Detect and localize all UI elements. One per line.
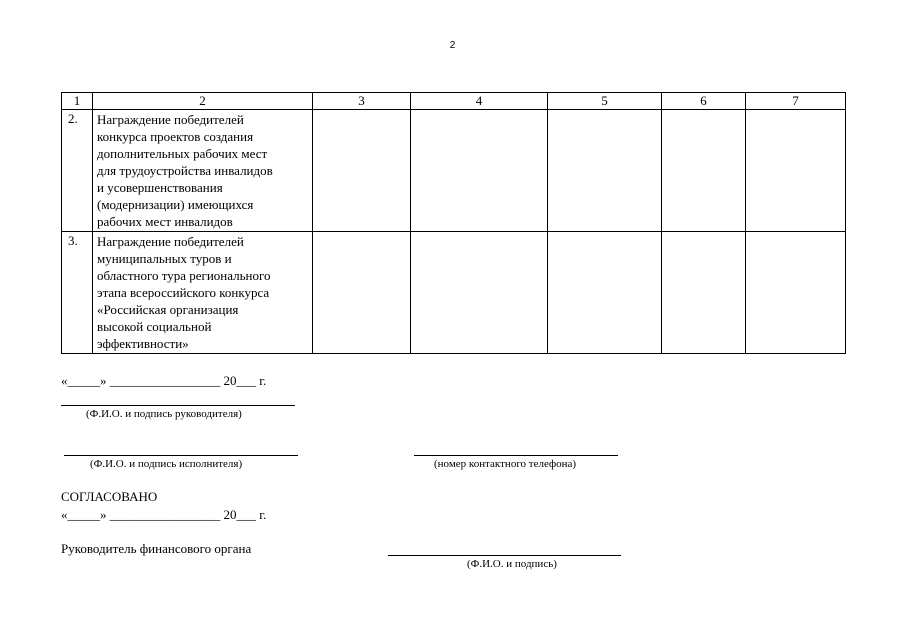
- description-line: эффективности»: [97, 336, 189, 351]
- table-header-row: [62, 93, 846, 110]
- finance-head-label: Руководитель финансового органа: [61, 541, 252, 556]
- row-number: 2.: [62, 110, 93, 232]
- column-header: 1: [62, 93, 93, 110]
- description-line: дополнительных рабочих мест: [97, 146, 268, 161]
- column-header: 7: [746, 93, 846, 110]
- finance-signature-caption: (Ф.И.О. и подпись): [467, 558, 557, 570]
- column-header: 5: [548, 93, 662, 110]
- description-line: и усовершенствования: [97, 180, 223, 195]
- empty-cell: [313, 232, 411, 354]
- description-line: для трудоустройства инвалидов: [97, 163, 273, 178]
- description-line: этапа всероссийского конкурса: [97, 285, 270, 300]
- column-header: 4: [411, 93, 548, 110]
- executor-signature-caption: (Ф.И.О. и подпись исполнителя): [90, 458, 243, 470]
- empty-cell: [746, 232, 846, 354]
- table-row: [62, 232, 846, 354]
- empty-cell: [662, 110, 746, 232]
- empty-cell: [746, 110, 846, 232]
- column-header: 2: [93, 93, 313, 110]
- empty-cell: [662, 232, 746, 354]
- description-line: конкурса проектов создания: [97, 129, 254, 144]
- row-description: [93, 110, 313, 232]
- description-line: (модернизации) имеющихся: [97, 197, 254, 212]
- executor-signature-line: [64, 455, 298, 456]
- empty-cell: [548, 232, 662, 354]
- description-line: рабочих мест инвалидов: [97, 214, 233, 229]
- row-number: 3.: [62, 232, 93, 354]
- approved-label: СОГЛАСОВАНО: [61, 489, 158, 504]
- table-row: [62, 110, 846, 232]
- column-header: 3: [313, 93, 411, 110]
- description-line: муниципальных туров и: [97, 251, 232, 266]
- page-number: 2: [449, 40, 456, 51]
- report-table: [61, 92, 846, 354]
- description-line: «Российская организация: [97, 302, 239, 317]
- empty-cell: [411, 232, 548, 354]
- description-line: Награждение победителей: [97, 234, 244, 249]
- phone-caption: (номер контактного телефона): [434, 458, 577, 470]
- finance-signature-line: [388, 555, 621, 556]
- description-line: областного тура регионального: [97, 268, 271, 283]
- description-line: высокой социальной: [97, 319, 212, 334]
- column-header: 6: [662, 93, 746, 110]
- description-line: Награждение победителей: [97, 112, 244, 127]
- empty-cell: [548, 110, 662, 232]
- phone-line: [414, 455, 618, 456]
- date-line: «_____» _________________ 20___ г.: [61, 507, 267, 522]
- row-description: [93, 232, 313, 354]
- empty-cell: [313, 110, 411, 232]
- head-signature-caption: (Ф.И.О. и подпись руководителя): [86, 408, 242, 420]
- head-signature-line: [61, 405, 295, 406]
- date-line: «_____» _________________ 20___ г.: [61, 373, 267, 388]
- empty-cell: [411, 110, 548, 232]
